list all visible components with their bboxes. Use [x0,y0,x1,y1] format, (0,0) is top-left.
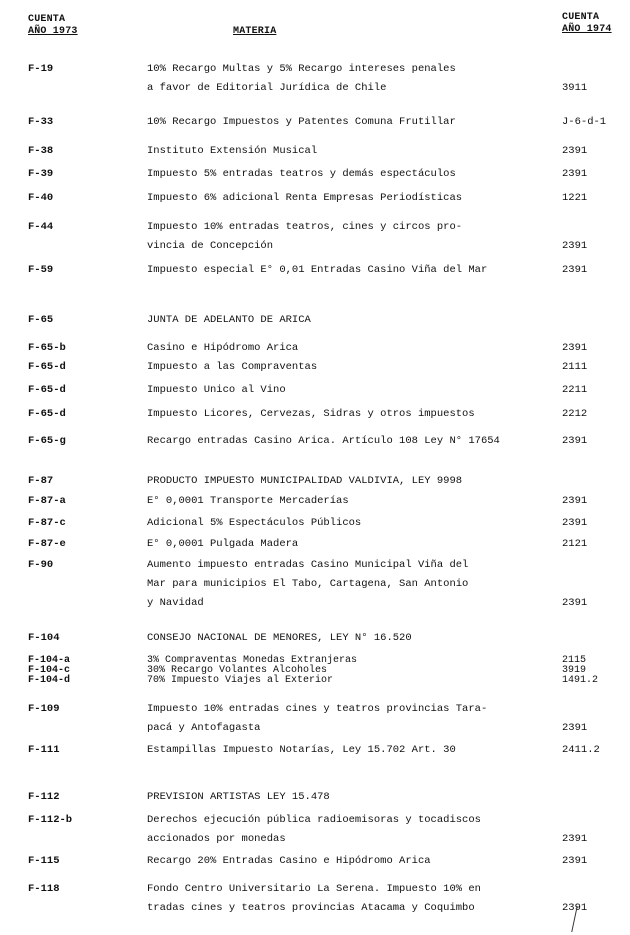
description-line: a favor de Editorial Jurídica de Chile [147,82,387,94]
entry-account-1974: 2111 [562,361,588,373]
entry-code: F-65 [28,314,54,326]
entry-code: F-87-e [28,538,66,550]
entry-account-1974: 3911 [562,82,588,94]
description-line: Recargo 20% Entradas Casino e Hipódromo Arica [147,855,431,867]
header-right-line1: CUENTA [562,12,600,23]
entry-code: F-59 [28,264,54,276]
entry-description [147,113,547,132]
entry-account-1974: 2391 [562,264,588,276]
description-line: Impuesto 10% entradas teatros, cines y circos pro- [147,221,463,233]
header-center-title: MATERIA [233,26,277,37]
description-line: Recargo entradas Casino Arica. Artículo 108 Ley N° 17654 [147,435,500,447]
entry-code: F-112-b [28,814,73,826]
entry-account-1974: 2411.2 [562,744,600,756]
entry-code: F-65-b [28,342,66,354]
description-line: 70% Impuesto Viajes al Exterior [147,675,334,686]
entry-account-1974: 1491.2 [562,675,599,686]
entry-description [147,311,547,330]
entry-code: F-38 [28,145,54,157]
entry-code: F-87-c [28,517,66,529]
entry-description [147,514,547,533]
entry-code: F-90 [28,559,54,571]
entry-code: F-33 [28,116,54,128]
entry-description [147,60,547,98]
entry-description [147,852,547,871]
description-line: Instituto Extensión Musical [147,145,318,157]
entry-code: F-111 [28,744,60,756]
header-left-line2: AÑO 1973 [28,26,78,37]
entry-description [147,381,547,400]
entry-account-1974: 2391 [562,495,588,507]
entry-account-1974: 2212 [562,408,588,420]
description-line: Adicional 5% Espectáculos Públicos [147,517,362,529]
description-line: 3% Compraventas Monedas Extranjeras [147,655,358,666]
entry-account-1974: 2121 [562,538,588,550]
description-line: Impuesto 10% entradas cines y teatros provincias Tara- [147,703,488,715]
entry-description [147,535,547,554]
entry-account-1974: 2391 [562,342,588,354]
entry-description [147,432,547,451]
description-line: Derechos ejecución pública radioemisoras y tocadiscos [147,814,481,826]
entry-account-1974: 2391 [562,145,588,157]
entry-code: F-104-a [28,655,71,666]
entry-code: F-87-a [28,495,66,507]
entry-code: F-115 [28,855,60,867]
header-center [233,26,276,38]
description-line: Mar para municipios El Tabo, Cartagena, San Antonio [147,578,469,590]
header-left [28,14,78,38]
entry-code: F-118 [28,883,60,895]
entry-description [147,472,547,491]
entry-code: F-65-d [28,408,66,420]
description-line: 10% Recargo Impuestos y Patentes Comuna Frutillar [147,116,456,128]
description-line: Impuesto 6% adicional Renta Empresas Periodísticas [147,192,463,204]
entry-account-1974: 2211 [562,384,588,396]
description-line: JUNTA DE ADELANTO DE ARICA [147,314,311,326]
entry-description [147,788,547,807]
entry-description [147,676,547,686]
entry-account-1974: 2391 [562,855,588,867]
description-line: Impuesto especial E° 0,01 Entradas Casino Viña del Mar [147,264,488,276]
description-line: 10% Recargo Multas y 5% Recargo intereses penales [147,63,456,75]
entry-code: F-104-d [28,675,71,686]
entry-account-1974: 2391 [562,435,588,447]
entry-account-1974: 2391 [562,517,588,529]
entry-description [147,811,547,849]
entry-description [147,339,547,358]
entry-code: F-44 [28,221,54,233]
description-line: Impuesto Licores, Cervezas, Sidras y otros impuestos [147,408,475,420]
entry-description [147,165,547,184]
entry-code: F-109 [28,703,60,715]
description-line: y Navidad [147,597,204,609]
entry-description [147,880,547,918]
entry-description [147,556,547,613]
entry-code: F-19 [28,63,54,75]
entry-code: F-104 [28,632,60,644]
description-line: 30% Recargo Volantes Alcoholes [147,665,328,676]
description-line: accionados por monedas [147,833,286,845]
description-line: Fondo Centro Universitario La Serena. Impuesto 10% en [147,883,481,895]
entry-code: F-112 [28,791,60,803]
entry-description [147,405,547,424]
entry-code: F-39 [28,168,54,180]
header-left-line1: CUENTA [28,14,66,25]
description-line: E° 0,0001 Transporte Mercaderías [147,495,349,507]
entry-account-1974: 2391 [562,902,588,914]
entry-account-1974: 2391 [562,833,588,845]
entry-account-1974: 2115 [562,655,587,666]
description-line: PRODUCTO IMPUESTO MUNICIPALIDAD VALDIVIA, LEY 9998 [147,475,463,487]
description-line: PREVISION ARTISTAS LEY 15.478 [147,791,330,803]
entry-code: F-87 [28,475,54,487]
entry-account-1974: 2391 [562,240,588,252]
header-right-line2: AÑO 1974 [562,24,612,35]
description-line: Casino e Hipódromo Arica [147,342,299,354]
entry-description [147,189,547,208]
entry-description [147,358,547,377]
description-line: Aumento impuesto entradas Casino Municipal Viña del [147,559,469,571]
description-line: Impuesto a las Compraventas [147,361,318,373]
entry-description [147,218,547,256]
description-line: tradas cines y teatros provincias Atacama y Coquimbo [147,902,475,914]
description-line: Impuesto 5% entradas teatros y demás espectáculos [147,168,456,180]
entry-code: F-40 [28,192,54,204]
entry-code: F-104-c [28,665,71,676]
entry-code: F-65-d [28,384,66,396]
description-line: Impuesto Unico al Vino [147,384,286,396]
description-line: vincia de Concepción [147,240,274,252]
description-line: E° 0,0001 Pulgada Madera [147,538,299,550]
description-line: Estampillas Impuesto Notarías, Ley 15.702 Art. 30 [147,744,456,756]
entry-account-1974: 2391 [562,722,588,734]
entry-code: F-65-d [28,361,66,373]
entry-description [147,142,547,161]
description-line: CONSEJO NACIONAL DE MENORES, LEY N° 16.520 [147,632,412,644]
entry-description [147,700,547,738]
entry-description [147,741,547,760]
entry-account-1974: 2391 [562,597,588,609]
entry-account-1974: 1221 [562,192,588,204]
entry-account-1974: 2391 [562,168,588,180]
entry-description [147,629,547,648]
description-line: pacá y Antofagasta [147,722,261,734]
entry-account-1974: J-6-d-1 [562,116,607,128]
entry-description [147,261,547,280]
entry-code: F-65-g [28,435,66,447]
entry-account-1974: 3919 [562,665,587,676]
entry-description [147,492,547,511]
header-right [562,12,612,36]
